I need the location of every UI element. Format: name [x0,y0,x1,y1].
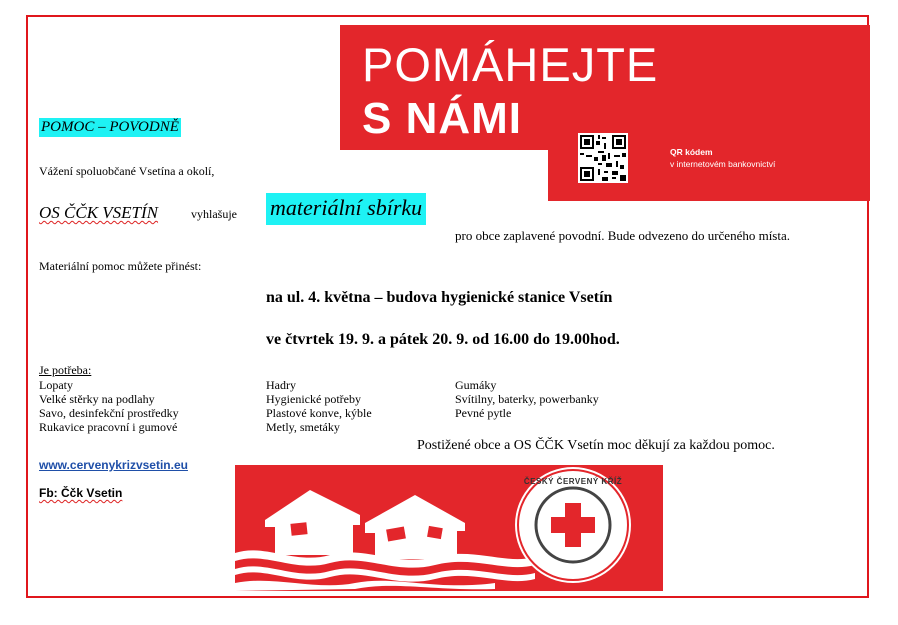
needs-heading: Je potřeba: [39,363,92,377]
bring-text: Materiální pomoc můžete přinést: [39,259,202,273]
list-item: Lopaty [39,378,73,392]
pomahejte-banner [340,25,870,201]
announces-text: vyhlašuje [191,207,237,221]
list-item: Svítilny, baterky, powerbanky [455,392,599,406]
needs-column-2 [266,378,372,434]
list-item: Hygienické potřeby [266,392,361,406]
list-item: Plastové konve, kýble [266,406,372,420]
list-item: Metly, smetáky [266,420,340,434]
list-item: Rukavice pracovní i gumové [39,420,178,434]
greeting: Vážení spoluobčané Vsetína a okolí, [39,164,215,178]
list-item: Pevné pytle [455,406,512,420]
qr-caption-line1: QR kódem [670,147,713,157]
facebook-text: Fb: Ččk Vsetin [39,486,123,500]
needs-column-1 [39,378,179,434]
website-link[interactable]: www.cervenykrizvsetin.eu [39,458,188,472]
qr-code-graphic [578,133,628,183]
list-item: Savo, desinfekční prostředky [39,406,179,420]
address: na ul. 4. května – budova hygienické stanice Vsetín [266,289,613,306]
list-item: Velké stěrky na podlahy [39,392,155,406]
qr-code-icon [578,133,628,183]
banner-line2: S NÁMI [362,94,522,143]
logo-text: ČESKÝ ČERVENÝ KŘÍŽ [523,477,623,486]
qr-caption-line2: v internetovém bankovnictví [670,159,776,169]
purpose-text: pro obce zaplavené povodní. Bude odvezeno do určeného místa. [455,228,790,243]
collection-time: ve čtvrtek 19. 9. a pátek 20. 9. od 16.00 do 19.00hod. [266,331,620,348]
list-item: Hadry [266,378,296,392]
thanks-text: Postižené obce a OS ČČK Vsetín moc děkují za každou pomoc. [417,438,775,453]
banner-line1: POMÁHEJTE [362,38,659,91]
headline: POMOC – POVODNĚ [41,119,179,135]
flood-illustration [235,465,663,591]
needs-column-3 [455,378,599,420]
collection-highlight: materiální sbírku [266,193,426,225]
list-item: Gumáky [455,378,497,392]
organization-name: OS ČČK VSETÍN [39,203,159,222]
